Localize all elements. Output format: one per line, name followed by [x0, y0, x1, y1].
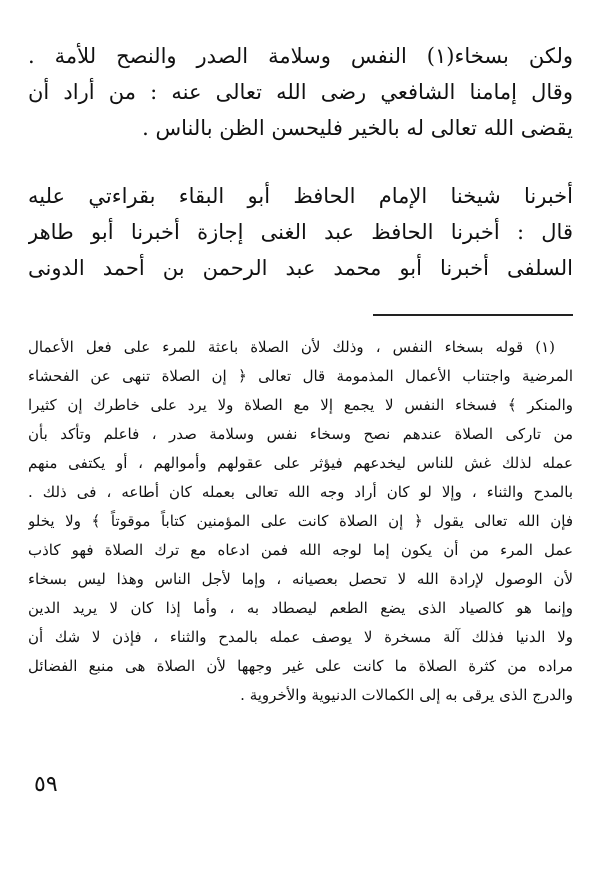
- footnote-line: عمل المرء من أن يكون إما لوجه الله فمن ادعاه مع ترك الصلاة فهو كاذب: [28, 541, 573, 559]
- footnote-line: والدرج الذى يرقى به إلى الكمالات الدنيوية والأخروية .: [240, 686, 573, 704]
- footnote-line: ولا الدنيا فذلك آلة مسخرة لا يوصف عمله بالمدح والثناء ، فإذن لا شك أن: [28, 628, 573, 646]
- text-line: ولكن بسخاء(١) النفس وسلامة الصدر والنصح للأمة .: [28, 44, 573, 68]
- footnote-line: (١) قوله بسخاء النفس ، وذلك لأن الصلاة باعثة للمرء على فعل الأعمال: [28, 338, 555, 356]
- main-paragraph-2: [28, 178, 573, 286]
- footnote-line: بالمدح والثناء ، وإلا لو كان أراد وجه الله تعالى بعمله كان أطاعه ، فى ذلك .: [28, 483, 573, 501]
- text-line: أخبرنا شيخنا الإمام الحافظ أبو البقاء بقراءتي عليه: [28, 184, 573, 208]
- footnote-separator: [373, 314, 573, 316]
- main-paragraph-1: [28, 38, 573, 146]
- footnote-line: عمله لذلك غش للناس ليخدعهم فيؤثر على عقولهم وأموالهم ، أو يكتفى منهم: [28, 454, 573, 472]
- footnote-line: من تاركى الصلاة عندهم نصح وسخاء نفس وسلامة صدر ، فاعلم وتأكد بأن: [28, 425, 573, 443]
- text-line: السلفى أخبرنا أبو محمد عبد الرحمن بن أحمد الدونى: [28, 256, 573, 280]
- footnote-line: وإنما هو كالصياد الذى يضع الطعم ليصطاد به ، وأما إذا كان لا يريد الدين: [28, 599, 573, 617]
- text-line: قال : أخبرنا الحافظ عبد الغنى إجازة أخبرنا أبو طاهر: [28, 220, 573, 244]
- page-number: ٥٩: [34, 772, 58, 797]
- footnote-line: والمنكر ﴾ فسخاء النفس لا يجمع إلا مع الصلاة ولا يرد على خاطرك إن كثيرا: [28, 396, 573, 414]
- footnote-line: فإن الله تعالى يقول ﴿ إن الصلاة كانت على المؤمنين كتاباً موقوتاً ﴾ ولا يخلو: [28, 512, 573, 530]
- footnote-line: لأن الوصول لإرادة الله لا تحصل بعصيانه ، وإما لأجل الناس وهذا ليس بسخاء: [28, 570, 573, 588]
- footnote-line: مراده من كثرة الصلاة ما كانت على غير وجهها لأن الصلاة هى منبع الفضائل: [28, 657, 573, 675]
- footnote-line: المرضية واجتناب الأعمال المذمومة قال تعالى ﴿ إن الصلاة تنهى عن الفحشاء: [28, 367, 573, 385]
- footnotes: [28, 333, 573, 710]
- text-line: وقال إمامنا الشافعي رضى الله تعالى عنه : من أراد أن: [28, 80, 573, 104]
- text-line: يقضى الله تعالى له بالخير فليحسن الظن بالناس .: [142, 116, 573, 140]
